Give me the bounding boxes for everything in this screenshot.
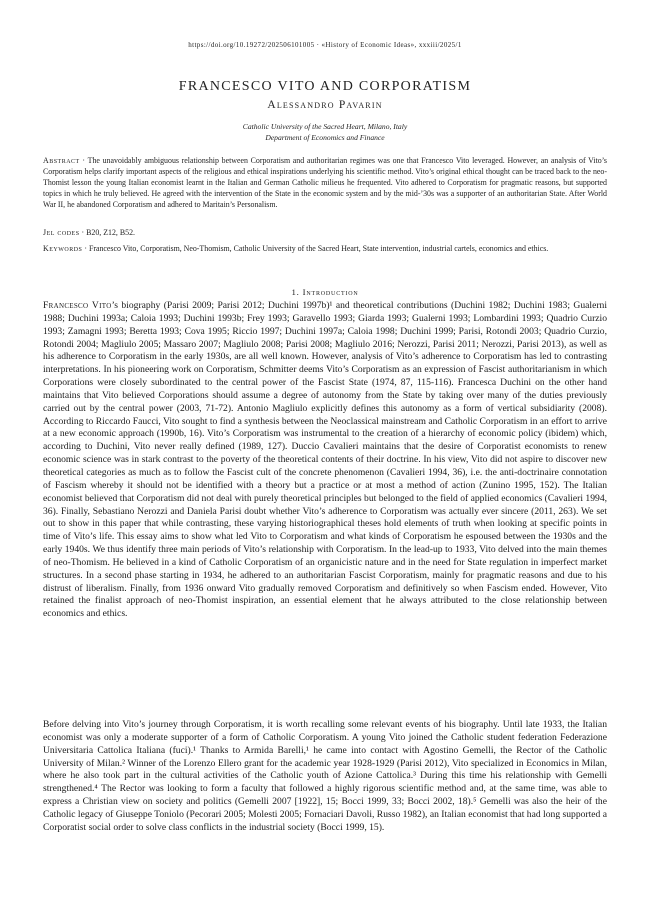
keywords-label: Keywords	[43, 244, 83, 253]
body-paragraph-2: Before delving into Vito’s journey through Corporatism, it is worth recalling some relevant events of his biography. Until late 1933, the Italian economist was only a moderate supporter of a form of Catholic Corporatism. A young Vito joined the Catholic student federation Federazione Universitaria Cattolica Italiana (fuci).¹ Thanks to Armida Barelli,¹ he came into contact with Agostino Gemelli, the Rector of the Catholic University of Milan.² Winner of the Lorenzo Ellero grant for the academic year 1928-1929 (Parisi 2012), Vito specialized in Economics in Milan, where he also took part in the cultural activities of the Catholic youth of Azione Cattolica.³ During this time his relationship with Gemelli strengthened.⁴ The Rector was looking to form a faculty that followed a highly rigorous scientific method and, at the same time, was able to express a Christian view on society and politics (Gemelli 2007 [1922], 15; Bocci 1999, 33; Bocci 2002, 18).⁵ Gemelli was also the heir of the Catholic legacy of Giuseppe Toniolo (Pecorari 2005; Molesti 2005; Fornaciari Davoli, Russo 1982), an Italian economist that had long supported a Corporatist social order to solve class conflicts in the industrial society (Bocci 1999, 15).	[43, 719, 608, 833]
running-head[interactable]: https://doi.org/10.19272/202506101005 · «History of Economic Ideas», xxxiii/2025/1	[188, 41, 462, 49]
keywords	[43, 244, 607, 255]
author-name: Alessandro Pavarin	[267, 99, 383, 111]
paper-title: FRANCESCO VITO AND CORPORATISM	[178, 79, 472, 94]
jel-codes	[43, 228, 607, 237]
body-paragraph-1	[43, 300, 607, 621]
keywords-text: · Francesco Vito, Corporatism, Neo-Thomism, Catholic University of the Sacred Heart, State intervention, industrial cartels, economics and ethics.	[82, 244, 549, 253]
jel-text: · B20, Z12, B52.	[79, 228, 136, 237]
paragraph-lead-in: Francesco Vito	[43, 300, 112, 311]
affiliation-department: Department of Economics and Finance	[265, 133, 385, 142]
abstract-label: Abstract	[43, 156, 80, 165]
section-heading: 1. Introduction	[291, 287, 359, 297]
jel-label: Jel codes	[43, 228, 80, 237]
abstract	[43, 156, 607, 211]
affiliation-university: Catholic University of the Sacred Heart, Milano, Italy	[242, 122, 408, 131]
abstract-text: · The unavoidably ambiguous relationship between Corporatism and authoritarian regimes was one that Francesco Vito leveraged. However, an analysis of Vito’s Corporatism helps clarify important aspects of the religious and ethical inspirations underlying his scientific method. Vito’s original ethical thought can be traced back to the neo-Thomist lesson the young Italian economist learnt in the Italian and German Catholic milieus he frequented. Vito adhered to Corporatism for pragmatic reasons, but supported topics in which he truly believed. He agreed with the intervention of the State in the economic system and by the mid-’30s was a supporter of an authoritarian State. After World War II, he abandoned Corporatism and adhered to Maritain’s Personalism.	[43, 156, 607, 209]
paragraph-1-text: ’s biography (Parisi 2009; Parisi 2012; Duchini 1997b)¹ and theoretical contributions (Duchini 1982; Duchini 1983; Gualerni 1988; Duchini 1993a; Caloia 1993; Duchini 1993b; Frey 1993; Garavello 1993; Giarda 1993; Gualerni 1993; Lombardini 1993; Quadrio Curzio 1993; Zamagni 1993; Beretta 1993; Cova 1995; Riccio 1997; Duchini 1997a; Caloia 1998; Duchini 1999; Parisi, Rotondi 2003; Quadrio Curzio, Rotondi 2004; Magliulo 2005; Massaro 2007; Magliulo 2008; Parisi 2008; Magliulo 2016; Nerozzi, Parisi 2011; Nerozzi, Parisi 2013), as well as his adherence to Corporatism in the early 1930s, are all well known. However, analysis of Vito’s adherence to Corporatism has led to contrasting interpretations. In his pioneering work on Corporatism, Schmitter deems Vito’s Corporatism as an expression of Fascist authoritarianism in which Corporations were closely subordinated to the central power of the Fascist State (1974, 87, 115-116). Francesca Duchini on the other hand maintains that Vito believed Corporations should assume a degree of autonomy from the State by taking over many of the duties previously carried out by the central power (2003, 71-72). Antonio Magliulo explicitly defines this autonomy as a form of vertical subsidiarity (2008). According to Riccardo Faucci, Vito sought to find a synthesis between the Neoclassical mainstream and Catholic Corporatism in an effort to arrive at a new economic approach (1990b, 16). Vito’s Corporatism was instrumental to the creation of a hierarchy of economic policy (ibidem) which, according to Duchini, Vito never really defined (1989, 127). Duccio Cavalieri maintains that the desire of Corporatist economists to renew economic science was in stark contrast to the poverty of the theoretical contents of their doctrine. In his view, Vito did not aspire to discover new theoretical categories as much as to follow the Fascist cult of the concrete phenomenon (Cavalieri 1994, 36), i.e. the anti-doctrinaire connotation of Fascism whereby it should not be identified with a theory but a practice or at most a method of action (Zunino 1995, 152). The Italian economist believed that Corporatism did not deal with purely theoretical principles but belonged to the field of applied economics (Cavalieri 1994, 36). Finally, Sebastiano Nerozzi and Daniela Parisi doubt whether Vito’s adherence to Corporatism was actually ever sincere (2011, 263). We set out to show in this paper that while contrasting, these varying historiographical theses hold elements of truth when looking at specific points in time of Vito’s life. This essay aims to show what led Vito to Corporatism and what kinds of Corporatism he espoused between the 1930s and the early 1940s. We thus identify three main periods of Vito’s relationship with Corporatism. In the lead-up to 1933, Vito delved into the main themes of neo-Thomism. He believed in a kind of Catholic Corporatism of an organicistic nature and in the need for State regulation in imperfect market structures. In a second phase starting in 1934, he adhered to an authoritarian Fascist Corporatism, mainly for pragmatic reasons and due to his distrust of liberalism. Finally, from 1936 onward Vito gradually removed Corporatism and definitively so when Fascism ended. However, Vito retained the finalist approach of neo-Thomist inspiration, an essential element that he always attributed to the close relationship between economics and ethics.	[43, 300, 608, 620]
